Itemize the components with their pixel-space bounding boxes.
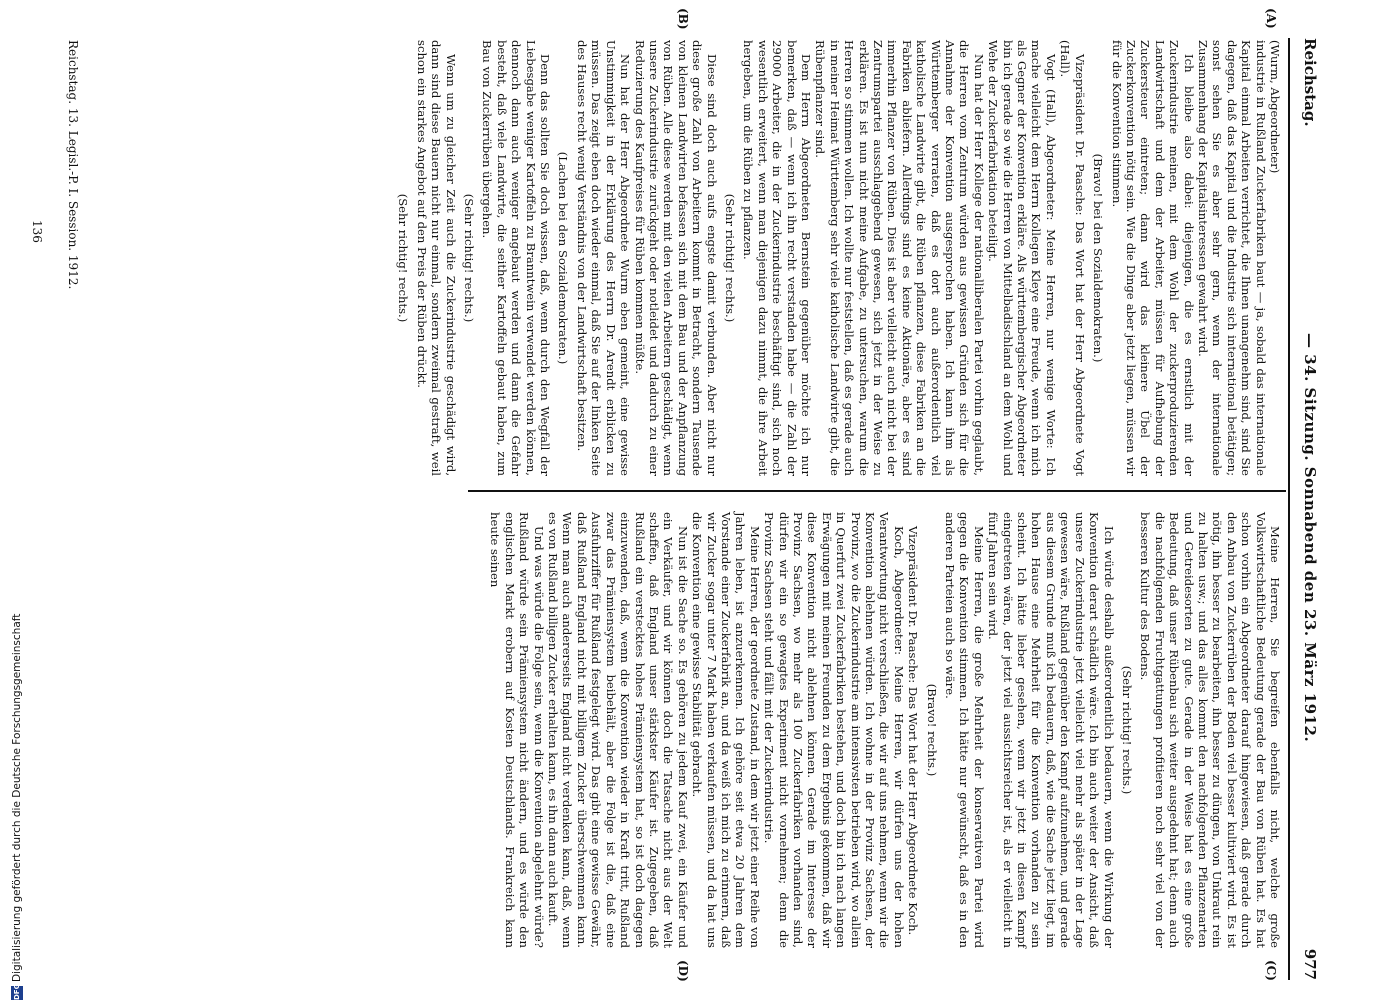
page-header — [1288, 38, 1330, 980]
interjection: (Bravo! rechts.) — [924, 683, 939, 777]
page-footer — [66, 40, 80, 460]
paragraph: Vogt (Hall), Abgeordneter: Meine Herren, nur wenige Worte: Ich mache vielleicht dem Herrn Kollegen Kleye eine Freude, wenn ich mich als Gegner der Konvention erkläre. Als württembergischer Abgeordneter bin ich gerade so wie die Herren von Mittelbadischland an dem Wohl und Wehe der Zuckerfabrikation beteiligt. — [986, 40, 1058, 476]
paragraph: Und was würde die Folge sein, wenn die Konvention abgelehnt würde? Rußland würde sein Prämiensystem nicht ändern, und es würde den englischen Markt erobern auf Kosten Deutschlands. Frankreich kann heute seinen — [488, 512, 546, 948]
paragraph: Vizepräsident Dr. Paasche: Das Wort hat der Herr Abgeordnete Vogt (Hall). — [1058, 40, 1087, 476]
paragraph: Denn das sollten Sie doch wissen, daß, wenn durch den Wegfall der Liebesgabe weniger Kartoffeln zu Branntwein verwendet werden können, dennoch dann auch weniger angebaut werden und dann die Gefahr besteht, daß viele Landwirte, die seither Kartoffeln gebaut haben, zum Bau von Zuckerrüben übergehen. — [480, 40, 553, 476]
paragraph: Wenn um zu gleicher Zeit auch die Zuckerindustrie geschädigt wird, dann sind diese Bauern nicht nur einmal, sondern zweimal gestraft, weil schon ein starkes Angebot auf den Preis der Rüben drückt. — [414, 40, 458, 476]
digitization-credit-text: Digitalisierung gefördert durch die Deutsche Forschungsgemeinschaft — [11, 613, 23, 982]
right-column — [488, 512, 1282, 948]
paragraph: Nun hat der Herr Abgeordnete Wurm eben gemeint, eine gewisse Unstimmigkeit in der Erklärung des Herrn Dr. Arendt erblicken zu müssen. Das zeigt eben doch wieder einmal, daß Sie auf der linken Seite des Hauses recht wenig Verständnis von der Landwirtschaft besitzen. — [574, 40, 633, 476]
margin-marker-b: (B) — [676, 8, 690, 30]
paragraph: Diese sind doch auch aufs engste damit verbunden. Aber nicht nur diese große Zahl von Arbeitern kommt in Betracht, sondern Tausende von kleinen Landwirten befassen sich mit dem Bau und der Anpflanzung von Rüben. Alle diese werden mit den vielen Arbeitern geschädigt, wenn unsere Zuckerindustrie zurückgeht oder notleidet und dadurch zu einer Reduzierung des Kaufpreises für Rüben kommen müßte. — [632, 40, 719, 476]
paragraph: Nun hat der Herr Kollege der nationalliberalen Partei vorhin geglaubt, die Herren vom Zentrum würden aus gewissen Gründen sich für die Annahme der Konvention ausgesprochen haben. Ich kann ihm als Württemberger verraten, daß es dort auch außerordentlich viel katholische Landwirte gibt, die Rüben pflanzen, diese Fabriken an die Fabriken abliefern. Allerdings sind es keine Aktionäre, aber es sind immerhin Pflanzer von Rüben. Dies ist aber vielleicht auch nicht bei der Zentrumspartei ausschlaggebend gewesen, sich jetzt in der Weise zu erklären. Es ist nun nicht meine Aufgabe, zu untersuchen, warum die Herren so stimmen wollen. Ich wollte nur feststellen, daß es gerade auch in meiner Heimat Württemberg sehr viele katholische Landwirte gibt, die Rübenpflanzer sind. — [813, 40, 986, 476]
margin-marker-a: (A) — [1264, 8, 1278, 29]
margin-marker-c: (C) — [1264, 960, 1278, 981]
footer-source: Reichstag. 13. Legisl.-P. I. Session. 1912. — [66, 40, 80, 290]
paragraph: Meine Herren, Sie begreifen ebenfalls nicht, welche große Volkswirtschaftliche Bedeutung gerade der Bau von Rüben hat. Es hat schon vorhin ein Abgeordneter darauf hingewiesen, daß gerade durch den Anbau von Zuckerrüben der Boden viel besser kultiviert wird. Es ist nötig, ihn besser zu bearbeiten, ihn besser zu düngen, von Unkraut rein zu halten usw.; und das alles kommt den nachfolgenden Pflanzenarten und Getreidesorten zu gute. Gerade in der Weise hat es eine große Bedeutung, daß unser Rübenbau sich weiter ausgedehnt hat; denn auch die nachfolgenden Fruchtgattungen profitieren noch sehr viel von der besseren Kultur des Bodens. — [1138, 512, 1282, 948]
interjection: (Sehr richtig! rechts.) — [1119, 665, 1134, 795]
interjection: (Lachen bei den Sozialdemokraten.) — [556, 151, 571, 365]
interjection: (Sehr richtig! rechts.) — [722, 193, 737, 323]
paragraph: Vizepräsident Dr. Paasche: Das Wort hat der Herr Abgeordnete Koch. — [906, 526, 921, 936]
paragraph: Ich würde deshalb außerordentlich bedauern, wenn die Wirkung der Konvention derart schädlich wäre. Ich bin auch weiter der Ansicht, daß unsere Zuckerindustrie jetzt vielleicht viel mehr als später in der Lage gewesen wäre, Rußland gegenüber den Kampf aufzunehmen, und gerade aus diesem Grunde muß ich bedauern, daß, wie die Sache jetzt liegt, im hohen Hause eine Mehrheit für die Konvention vorhanden zu sein scheint. Ich hätte lieber gesehen, wenn wir jetzt in diesen Kampf eingetreten wären, der jetzt viel aussichtsreicher ist, als er vielleicht in fünf Jahren sein wird. — [986, 512, 1116, 948]
paragraph: (Wurm, Abgeordneter) — [1268, 40, 1282, 174]
footer-page-number: 136 — [30, 220, 44, 243]
interjection: (Bravo! bei den Sozialdemokraten.) — [1091, 153, 1106, 363]
left-column — [392, 40, 1282, 476]
paragraph: Nun ist die Sache so. Es gehören zu jedem Kauf zwei, ein Käufer und ein Verkäufer, und wir können doch die Tatsache nicht aus der Welt schaffen, daß England unser stärkster Käufer ist. Zugegeben, daß Rußland ein verstecktes hohes Prämiensystem hat, so ist doch dagegen einzuwenden, daß, wenn die Konvention wieder in Kraft tritt, Rußland zwar das Prämiensystem beibehält, aber die Folge ist die, daß eine Ausfuhrziffer für Rußland festgelegt wird. Das gibt eine gewisse Gewähr, daß Rußland England nicht mit billigem Zucker überschwemmen kann. Wenn man auch andererseits England nicht verdenken kann, daß, wenn es von Rußland billigen Zucker erhalten kann, es ihn dann auch kauft. — [546, 512, 690, 948]
paragraph: Dem Herrn Abgeordneten Bernstein gegenüber möchte ich nur bemerken, daß — wenn ich ihn recht verstanden habe — die Zahl der 29000 Arbeiter, die in der Zuckerindustrie beschäftigt sind, sich noch wesentlich erweitert, wenn man diejenigen dazu nimmt, die ihre Arbeit hergeben, um die Rüben zu pflanzen. — [741, 40, 813, 476]
interjection: (Sehr richtig! rechts.) — [396, 193, 411, 323]
paragraph: industrie in Rußland Zuckerfabriken baut — ja, sobald das internationale Kapital einmal Arbeiten verrichtet, die Ihnen unangenehm sind, sind Sie dagegen, daß das Kapital und die Industrie sich international betätigen; sonst sehen Sie es aber sehr gern, wenn der internationale Zusammenhang der Kapitalsinteressen gewahrt wird. — [1195, 40, 1268, 476]
header-page-number: 977 — [1301, 948, 1319, 980]
column-divider — [468, 490, 1286, 492]
paragraph: Koch, Abgeordneter: Meine Herren, wir dürfen uns der hohen Verantwortung nicht verschließen, die wir auf uns nehmen, wenn wir die Konvention ablehnen würden. Ich wohne in der Provinz Sachsen, der Provinz, wo die Zuckerindustrie am intensivsten betrieben wird, wo allein in Querfurt zwei Zuckerfabriken bestehen, und doch bin ich nach langen Erwägungen mit meinen Freunden zu dem Ergebnis gekommen, daß wir diese Konvention nicht ablehnen können. Gerade im Interesse der Provinz Sachsen, wo mehr als 100 Zuckerfabriken vorhanden sind, dürfen wir ein so gewagtes Experiment nicht vornehmen; denn die Provinz Sachsen steht und fällt mit der Zuckerindustrie. — [762, 512, 906, 948]
header-session: — 34. Sitzung. Sonnabend den 23. März 1912. — [1301, 333, 1319, 743]
interjection: (Sehr richtig! rechts.) — [462, 193, 477, 323]
paragraph: Ich bleibe also dabei: diejenigen, die es ernstlich mit der Zuckerindustrie meinen, mit dem Wohl der zuckerproduzierenden Landwirtschaft und dem der Arbeiter, müssen für Aufhebung der Zuckersteuer eintreten; dann wird das kleinere Übel der Zuckerkonvention nötig sein. Wie die Dinge aber jetzt liegen, müssen wir für die Konvention stimmen. — [1109, 40, 1196, 476]
dfg-logo-icon: DFG — [13, 983, 21, 1000]
paragraph: Meine Herren, die große Mehrheit der konservativen Partei wird gegen die Konvention stimmen. Ich hätte nur gewünscht, daß es in den anderen Parteien auch so wäre. — [943, 512, 986, 948]
margin-marker-d: (D) — [676, 960, 690, 982]
digitization-credit — [8, 0, 26, 1000]
header-left: Reichstag. — [1301, 38, 1319, 127]
paragraph: Meine Herren, der geordnete Zustand, in dem wir jetzt einer Reihe von Jahren leben, ist anzuerkennen. Ich gehöre seit etwa 20 Jahren dem Vorstande einer Zuckerfabrik an, und da weiß ich mich zu erinnern, daß wir Zucker sogar unter 7 Mark haben verkaufen müssen, und da hat uns die Konvention eine gewisse Stabilität gebracht. — [690, 512, 762, 948]
